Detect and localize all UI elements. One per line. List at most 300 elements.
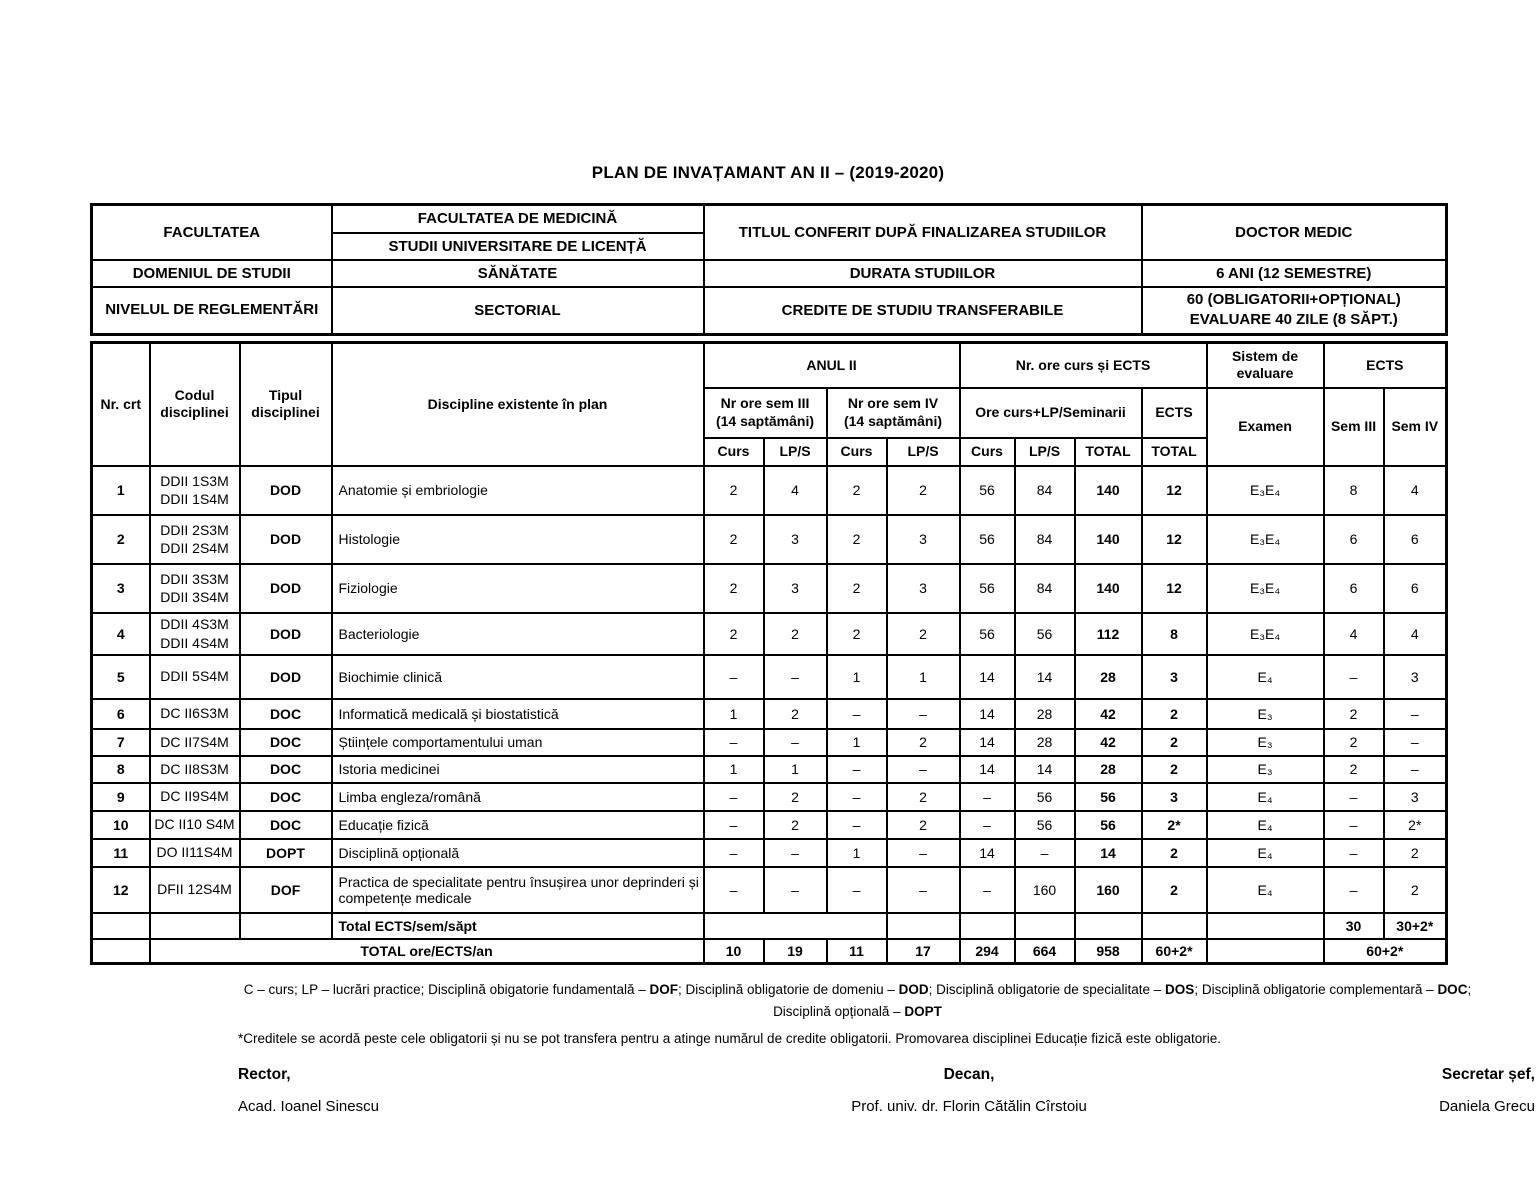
plan-table	[90, 341, 1448, 965]
cell-cod	[150, 756, 240, 783]
cell-ore-curs: 14	[960, 699, 1015, 729]
cell-cod	[150, 515, 240, 564]
cell-disciplina: Informatică medicală și biostatistică	[332, 699, 704, 729]
cell-ects-sem3: 2	[1324, 756, 1384, 783]
cell-ects-total: 2*	[1142, 811, 1207, 839]
cell-ore-total: 112	[1075, 613, 1142, 655]
titlul-label: TITLUL CONFERIT DUPĂ FINALIZAREA STUDIILOR	[704, 205, 1142, 260]
info-table	[90, 203, 1448, 336]
cell-ects-sem4: 6	[1384, 564, 1447, 613]
cell-empty-co	[960, 913, 1015, 939]
cell-examen: E₄	[1207, 783, 1324, 811]
cell-ore-curs: 14	[960, 756, 1015, 783]
cell-lps-sem3: 3	[764, 515, 827, 564]
cell-cod-line: DDII 2S4M	[160, 540, 229, 556]
cell-lps-sem3: –	[764, 655, 827, 699]
cell-cod-line: DC II7S4M	[160, 733, 229, 750]
credite-label: CREDITE DE STUDIU TRANSFERABILE	[704, 287, 1142, 335]
footnote-line1-segment: DOF	[649, 982, 679, 997]
cell-ects-sem3: –	[1324, 655, 1384, 699]
header-sem4-line1: Nr ore sem IV	[847, 395, 939, 411]
cell-lps-sem4: 2	[887, 729, 960, 756]
durata-label: DURATA STUDIILOR	[704, 260, 1142, 287]
cell-lps-sem4: 2	[887, 783, 960, 811]
cell-ore-total: 140	[1075, 564, 1142, 613]
cell-ore-total: 140	[1075, 466, 1142, 515]
cell-ore-curs: 56	[960, 613, 1015, 655]
cell-ore-curs: 56	[960, 466, 1015, 515]
cell-curs-sem3: 2	[704, 466, 764, 515]
cell-curs-sem3: –	[704, 839, 764, 867]
cell-ects-total: 2	[1142, 729, 1207, 756]
cell-ore-curs: –	[960, 811, 1015, 839]
cell-examen: E₄	[1207, 839, 1324, 867]
cell-ore-lps: 160	[1015, 867, 1075, 913]
signature-secretar-title: Secretar șef,	[1441, 1065, 1535, 1083]
header-total-ects: TOTAL	[1142, 438, 1207, 466]
total-ore-lps: 664	[1015, 939, 1075, 964]
cell-ects-sem3: 4	[1324, 613, 1384, 655]
cell-examen: E₃E₄	[1207, 515, 1324, 564]
cell-lps-sem4: 2	[887, 613, 960, 655]
domeniul-label: DOMENIUL DE STUDII	[92, 260, 332, 287]
cell-ore-lps: 28	[1015, 729, 1075, 756]
cell-lps-sem3: 1	[764, 756, 827, 783]
table-row	[92, 811, 1447, 839]
table-row	[92, 867, 1447, 913]
footnote-line1-segment: DOS	[1165, 982, 1195, 997]
footnote-line1-segment: DOC	[1437, 982, 1468, 997]
cell-curs-sem3: 2	[704, 613, 764, 655]
cell-empty-cod	[150, 913, 240, 939]
cell-curs-sem4: 2	[827, 466, 887, 515]
header-anul-ii: ANUL II	[704, 343, 960, 388]
total-curs-sem3: 10	[704, 939, 764, 964]
header-sem3-group	[704, 388, 827, 438]
cell-ects-sem4: –	[1384, 699, 1447, 729]
cell-curs-sem4: 2	[827, 613, 887, 655]
cell-cod-line: DC II9S4M	[160, 788, 229, 805]
cell-lps-sem4: –	[887, 756, 960, 783]
cell-ects-total: 2	[1142, 699, 1207, 729]
credite-value-line2: EVALUARE 40 ZILE (8 SĂPT.)	[1189, 311, 1398, 329]
header-examen: Examen	[1207, 388, 1324, 466]
cell-cod-line: DC II8S3M	[160, 760, 229, 777]
cell-ects-total: 12	[1142, 515, 1207, 564]
total-ects-sem4: 30+2*	[1384, 913, 1447, 939]
cell-empty-total	[1075, 913, 1142, 939]
cell-nr: 5	[92, 655, 150, 699]
cell-ore-total: 56	[1075, 783, 1142, 811]
cell-examen: E₃	[1207, 756, 1324, 783]
signature-decan-name: Prof. univ. dr. Florin Cătălin Cîrstoiu	[851, 1097, 1087, 1115]
cell-curs-sem4: –	[827, 783, 887, 811]
signature-decan-title: Decan,	[943, 1065, 995, 1083]
table-row	[92, 564, 1447, 613]
cell-lps-sem3: –	[764, 867, 827, 913]
table-row	[92, 466, 1447, 515]
cell-ore-curs: 14	[960, 839, 1015, 867]
cell-lps-sem4: 3	[887, 515, 960, 564]
header-lps-sem4: LP/S	[887, 438, 960, 466]
header-total-ore: TOTAL	[1075, 438, 1142, 466]
cell-curs-sem4: –	[827, 867, 887, 913]
page-title: PLAN DE INVAȚAMANT AN II – (2019-2020)	[591, 163, 945, 182]
total-ects: 60+2*	[1142, 939, 1207, 964]
table-row	[92, 655, 1447, 699]
cell-cod-line: DDII 4S4M	[160, 634, 229, 651]
cell-cod-line: DDII 3S4M	[160, 589, 229, 605]
cell-ore-lps: 56	[1015, 613, 1075, 655]
cell-ore-curs: 14	[960, 655, 1015, 699]
cell-cod-line: DDII 1S4M	[160, 491, 229, 507]
cell-ore-lps: 28	[1015, 699, 1075, 729]
facultatea-value-bottom: STUDII UNIVERSITARE DE LICENȚĂ	[332, 233, 704, 260]
cell-lps-sem4: 2	[887, 466, 960, 515]
cell-lps-sem3: 2	[764, 811, 827, 839]
cell-ects-sem3: 8	[1324, 466, 1384, 515]
cell-ects-sem3: 6	[1324, 515, 1384, 564]
cell-cod	[150, 839, 240, 867]
cell-tip: DOC	[240, 699, 332, 729]
cell-disciplina: Histologie	[332, 515, 704, 564]
cell-nr: 10	[92, 811, 150, 839]
cell-tip: DOC	[240, 729, 332, 756]
cell-tip: DOD	[240, 613, 332, 655]
total-label: TOTAL ore/ECTS/an	[150, 939, 704, 964]
cell-tip: DOD	[240, 466, 332, 515]
cell-empty-lo	[1015, 913, 1075, 939]
nivelul-value: SECTORIAL	[332, 287, 704, 335]
cell-curs-sem3: –	[704, 811, 764, 839]
header-ects-col: ECTS	[1142, 388, 1207, 438]
cell-cod	[150, 729, 240, 756]
cell-curs-sem4: 1	[827, 729, 887, 756]
cell-ore-total: 42	[1075, 699, 1142, 729]
cell-ore-curs: –	[960, 867, 1015, 913]
total-ects-row	[92, 913, 1447, 939]
cell-curs-sem3: 1	[704, 756, 764, 783]
header-curs-sem3: Curs	[704, 438, 764, 466]
cell-curs-sem3: 2	[704, 515, 764, 564]
cell-empty-ects	[1142, 913, 1207, 939]
header-codul: Codul disciplinei	[150, 343, 240, 466]
header-sistem-evaluare: Sistem de evaluare	[1207, 343, 1324, 388]
header-nr-ore-curs-ects: Nr. ore curs și ECTS	[960, 343, 1207, 388]
cell-ects-sem4: 3	[1384, 655, 1447, 699]
cell-curs-sem3: –	[704, 783, 764, 811]
cell-ects-sem4: 3	[1384, 783, 1447, 811]
cell-ore-lps: 56	[1015, 811, 1075, 839]
cell-examen: E₃	[1207, 729, 1324, 756]
cell-ects-sem3: –	[1324, 867, 1384, 913]
total-curs-sem4: 11	[827, 939, 887, 964]
cell-tip: DOC	[240, 783, 332, 811]
header-curs-ore: Curs	[960, 438, 1015, 466]
cell-ore-lps: –	[1015, 839, 1075, 867]
cell-ore-total: 42	[1075, 729, 1142, 756]
cell-nr: 12	[92, 867, 150, 913]
cell-examen: E₄	[1207, 867, 1324, 913]
cell-ects-sem3: 6	[1324, 564, 1384, 613]
cell-disciplina: Bacteriologie	[332, 613, 704, 655]
cell-curs-sem3: –	[704, 729, 764, 756]
signature-decan	[731, 1066, 1087, 1115]
header-lps-sem3: LP/S	[764, 438, 827, 466]
cell-ects-total: 12	[1142, 466, 1207, 515]
cell-curs-sem4: 2	[827, 515, 887, 564]
cell-disciplina: Fiziologie	[332, 564, 704, 613]
cell-cod	[150, 783, 240, 811]
cell-ects-sem4: –	[1384, 729, 1447, 756]
cell-ore-total: 28	[1075, 756, 1142, 783]
cell-lps-sem3: –	[764, 839, 827, 867]
table-row	[92, 756, 1447, 783]
footnotes	[180, 979, 1535, 1050]
signatures	[180, 1066, 1535, 1115]
plan-table-body	[92, 466, 1447, 964]
footnote-line1-segment: ; Disciplină obligatorie de domeniu –	[678, 982, 899, 997]
cell-cod-line: DFII 12S4M	[157, 881, 232, 898]
cell-ects-total: 8	[1142, 613, 1207, 655]
footnote-line2-segment: Disciplină opțională –	[773, 1003, 905, 1019]
cell-disciplina: Disciplină opțională	[332, 839, 704, 867]
cell-ore-total: 14	[1075, 839, 1142, 867]
facultatea-value-top: FACULTATEA DE MEDICINĂ	[332, 205, 704, 233]
header-sem4-group	[827, 388, 960, 438]
cell-lps-sem3: 4	[764, 466, 827, 515]
titlul-value: DOCTOR MEDIC	[1142, 205, 1447, 260]
total-ore-total: 958	[1075, 939, 1142, 964]
header-lps-ore: LP/S	[1015, 438, 1075, 466]
header-tipul: Tipul disciplinei	[240, 343, 332, 466]
cell-nr: 3	[92, 564, 150, 613]
cell-cod	[150, 699, 240, 729]
signature-secretar	[1439, 1066, 1535, 1115]
cell-nr: 4	[92, 613, 150, 655]
cell-examen: E₄	[1207, 811, 1324, 839]
credite-value	[1142, 287, 1447, 335]
cell-cod-line: DDII 1S3M	[160, 472, 229, 489]
cell-cod-line: DC II6S3M	[160, 705, 229, 722]
cell-ects-sem3: –	[1324, 839, 1384, 867]
cell-lps-sem3: 3	[764, 564, 827, 613]
durata-value: 6 ANI (12 SEMESTRE)	[1142, 260, 1447, 287]
total-ects-label: Total ECTS/sem/săpt	[332, 913, 704, 939]
footnote-line1	[180, 979, 1535, 1001]
cell-ects-total: 2	[1142, 839, 1207, 867]
cell-ore-lps: 84	[1015, 466, 1075, 515]
cell-curs-sem4: 1	[827, 655, 887, 699]
signature-rector-title: Rector,	[238, 1065, 291, 1083]
cell-disciplina: Educație fizică	[332, 811, 704, 839]
cell-ore-lps: 14	[1015, 655, 1075, 699]
cell-curs-sem4: –	[827, 756, 887, 783]
cell-ore-curs: –	[960, 783, 1015, 811]
table-row	[92, 515, 1447, 564]
cell-tip: DOC	[240, 811, 332, 839]
cell-examen: E₃E₄	[1207, 564, 1324, 613]
cell-ects-sem4: 2	[1384, 867, 1447, 913]
cell-nr: 7	[92, 729, 150, 756]
cell-nr: 11	[92, 839, 150, 867]
header-sem4-line2: (14 saptămâni)	[843, 412, 943, 429]
cell-nr: 2	[92, 515, 150, 564]
cell-ore-total: 160	[1075, 867, 1142, 913]
header-sem3: Sem III	[1324, 388, 1384, 466]
table-row	[92, 783, 1447, 811]
cell-cod-line: DDII 2S3M	[160, 521, 229, 538]
cell-ore-lps: 14	[1015, 756, 1075, 783]
cell-ects-total: 12	[1142, 564, 1207, 613]
header-discipline: Discipline existente în plan	[332, 343, 704, 466]
total-ects-sem: 60+2*	[1324, 939, 1447, 964]
footnote-line1-segment: ; Disciplină obligatorie de specialitate –	[928, 982, 1166, 997]
credite-value-line1: 60 (OBLIGATORII+OPȚIONAL)	[1186, 291, 1401, 308]
header-ects-group: ECTS	[1324, 343, 1447, 388]
cell-lps-sem4: 3	[887, 564, 960, 613]
cell-cod-line: DDII 3S3M	[160, 570, 229, 587]
footnote-line1-segment: ; Disciplină obligatorie complementară –	[1194, 982, 1438, 997]
header-sem4: Sem IV	[1384, 388, 1447, 466]
cell-ore-total: 56	[1075, 811, 1142, 839]
cell-lps-sem4: 1	[887, 655, 960, 699]
cell-curs-sem3: 2	[704, 564, 764, 613]
table-row	[92, 729, 1447, 756]
cell-cod-line: DC II10 S4M	[154, 816, 235, 833]
total-ects-sem3: 30	[1324, 913, 1384, 939]
header-nr-crt: Nr. crt	[92, 343, 150, 466]
cell-ects-sem4: 2	[1384, 839, 1447, 867]
cell-tip: DOF	[240, 867, 332, 913]
cell-ects-sem4: 4	[1384, 613, 1447, 655]
cell-nr: 8	[92, 756, 150, 783]
cell-empty-nr	[92, 913, 150, 939]
cell-ects-sem4: 2*	[1384, 811, 1447, 839]
header-sem3-line2: (14 saptămâni)	[715, 412, 815, 429]
table-row	[92, 699, 1447, 729]
header-curs-sem4: Curs	[827, 438, 887, 466]
facultatea-label: FACULTATEA	[92, 205, 332, 260]
cell-empty-lps4	[887, 913, 960, 939]
cell-curs-sem4: –	[827, 699, 887, 729]
footnote-line2	[180, 1001, 1535, 1023]
cell-cod-line: DO II11S4M	[156, 844, 233, 861]
cell-ore-total: 140	[1075, 515, 1142, 564]
cell-cod	[150, 613, 240, 655]
cell-cod	[150, 466, 240, 515]
cell-curs-sem3: 1	[704, 699, 764, 729]
cell-ore-curs: 56	[960, 564, 1015, 613]
cell-lps-sem3: 2	[764, 783, 827, 811]
footnote-line2-segment: DOPT	[904, 1003, 942, 1019]
cell-empty-tip	[240, 913, 332, 939]
cell-lps-sem4: –	[887, 839, 960, 867]
cell-tip: DOC	[240, 756, 332, 783]
cell-examen: E₄	[1207, 655, 1324, 699]
domeniul-value: SĂNĂTATE	[332, 260, 704, 287]
cell-curs-sem4: 2	[827, 564, 887, 613]
cell-disciplina: Științele comportamentului uman	[332, 729, 704, 756]
signature-rector-name: Acad. Ioanel Sinescu	[238, 1097, 379, 1115]
cell-ects-total: 2	[1142, 756, 1207, 783]
cell-lps-sem4: 2	[887, 811, 960, 839]
signature-rector	[180, 1066, 379, 1115]
cell-disciplina: Istoria medicinei	[332, 756, 704, 783]
cell-lps-sem3: 2	[764, 699, 827, 729]
footnote-line1-segment: C – curs; LP – lucrări practice; Disciplină obigatorie fundamentală –	[243, 982, 650, 997]
signature-secretar-name: Daniela Grecu	[1439, 1097, 1535, 1115]
table-row	[92, 613, 1447, 655]
cell-disciplina: Limba engleza/română	[332, 783, 704, 811]
cell-empty-sem3	[704, 913, 887, 939]
cell-nr: 1	[92, 466, 150, 515]
nivelul-label: NIVELUL DE REGLEMENTĂRI	[92, 287, 332, 335]
cell-ore-curs: 56	[960, 515, 1015, 564]
cell-curs-sem3: –	[704, 655, 764, 699]
footnote-line1-segment: ;	[1467, 982, 1472, 997]
cell-disciplina: Biochimie clinică	[332, 655, 704, 699]
cell-examen: E₃	[1207, 699, 1324, 729]
cell-disciplina: Practica de specialitate pentru însușirea unor deprinderi și competențe medicale	[332, 867, 704, 913]
cell-examen: E₃E₄	[1207, 466, 1324, 515]
total-ore-curs: 294	[960, 939, 1015, 964]
cell-empty-nr	[92, 939, 150, 964]
total-row	[92, 939, 1447, 964]
cell-ore-curs: 14	[960, 729, 1015, 756]
cell-curs-sem4: –	[827, 811, 887, 839]
cell-tip: DOPT	[240, 839, 332, 867]
cell-empty-examen	[1207, 913, 1324, 939]
cell-ects-total: 3	[1142, 783, 1207, 811]
cell-cod-line: DDII 5S4M	[160, 668, 229, 685]
cell-ects-total: 2	[1142, 867, 1207, 913]
cell-tip: DOD	[240, 564, 332, 613]
cell-ects-total: 3	[1142, 655, 1207, 699]
total-examen-empty	[1207, 939, 1324, 964]
cell-cod	[150, 867, 240, 913]
footnote-line3: *Creditele se acordă peste cele obligatorii și nu se pot transfera pentru a atinge numărul de credite obligatorii. Promovarea disciplinei Educație fizică este obligatorie.	[238, 1031, 1222, 1047]
cell-ects-sem3: 2	[1324, 699, 1384, 729]
cell-lps-sem4: –	[887, 867, 960, 913]
cell-ects-sem4: –	[1384, 756, 1447, 783]
total-lps-sem4: 17	[887, 939, 960, 964]
header-sem3-line1: Nr ore sem III	[720, 395, 810, 411]
cell-examen: E₃E₄	[1207, 613, 1324, 655]
cell-cod	[150, 564, 240, 613]
cell-lps-sem3: –	[764, 729, 827, 756]
cell-tip: DOD	[240, 655, 332, 699]
header-ore-curs-lp: Ore curs+LP/Seminarii	[960, 388, 1142, 438]
cell-ore-total: 28	[1075, 655, 1142, 699]
cell-cod	[150, 655, 240, 699]
table-row	[92, 839, 1447, 867]
cell-curs-sem4: 1	[827, 839, 887, 867]
cell-ore-lps: 56	[1015, 783, 1075, 811]
cell-cod-line: DDII 4S3M	[160, 616, 229, 633]
cell-ects-sem3: 2	[1324, 729, 1384, 756]
footnote-line1-segment: DOD	[898, 982, 929, 997]
cell-ects-sem3: –	[1324, 811, 1384, 839]
cell-ects-sem4: 6	[1384, 515, 1447, 564]
cell-curs-sem3: –	[704, 867, 764, 913]
cell-ore-lps: 84	[1015, 515, 1075, 564]
cell-cod	[150, 811, 240, 839]
cell-nr: 9	[92, 783, 150, 811]
cell-ore-lps: 84	[1015, 564, 1075, 613]
cell-disciplina: Anatomie și embriologie	[332, 466, 704, 515]
cell-lps-sem3: 2	[764, 613, 827, 655]
